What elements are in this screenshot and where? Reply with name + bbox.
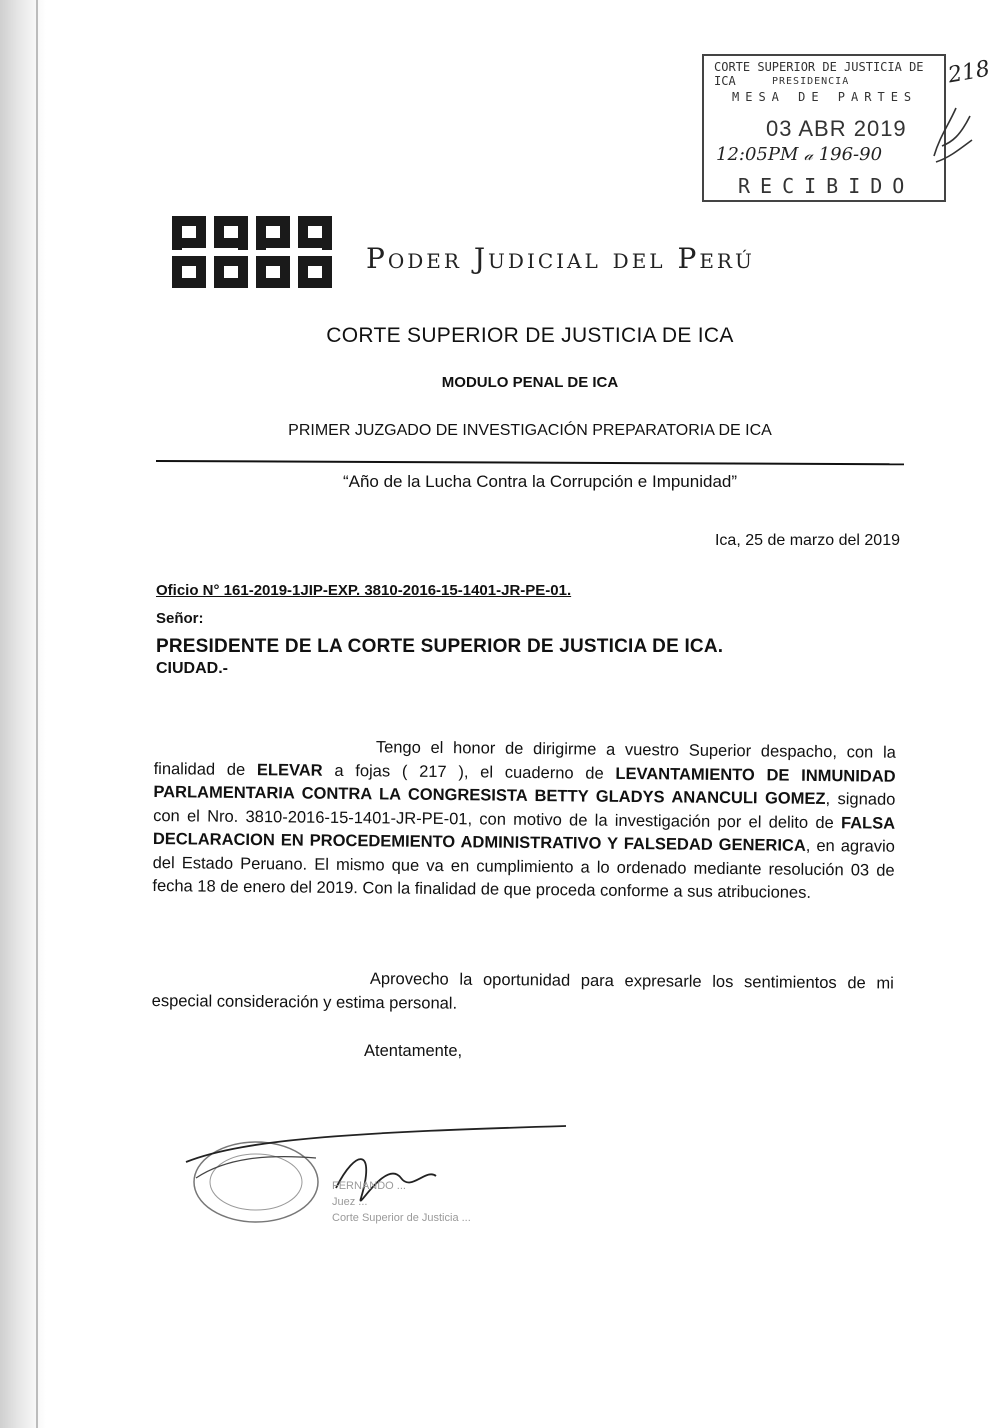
signature-caption: FERNANDO ... Juez ... Corte Superior de Justicia ... [332, 1180, 471, 1224]
scan-edge-shadow [0, 0, 46, 1428]
stamp-date: 03 ABR 2019 [766, 116, 907, 141]
recipient-city: CIUDAD.- [156, 660, 228, 677]
stamp-office: PRESIDENCIA [772, 76, 850, 87]
stamp-page-number: 218 [946, 56, 992, 89]
stamp-court: CORTE SUPERIOR DE JUSTICIA DE ICA [714, 60, 924, 88]
letter-body-paragraph-2: Aprovecho la oportunidad para expresarle los sentimientos de mi especial consideración y estima personal. [151, 969, 894, 1013]
court-unit-title: PRIMER JUZGADO DE INVESTIGACIÓN PREPARATORIA DE ICA [288, 422, 772, 439]
poder-judicial-logo-icon [172, 216, 332, 288]
stamp-handwritten-time: 12:05PM 𝒶 196-90 [716, 144, 883, 165]
letter-body-paragraph-1: Tengo el honor de dirigirme a vuestro Superior despacho, con la finalidad de ELEVAR a fojas ( 217 ), el cuaderno de LEVANTAMIENTO DE INMUNIDAD PARLAMENTARIA CONTRA LA CONGRESISTA BETTY GLADYS ANANCULI GOMEZ, signado con el Nro. 3810-2016-15-1401-JR-PE-01, con motivo de la investigación por el delito de FALSA DECLARACION EN PROCEDEMIENTO ADMINISTRATIVO Y FALSEDAD GENERICA, en agravio del Estado Peruano. El mismo que va en cumplimiento a lo ordenado mediante resolución 03 de fecha 18 de enero del 2019. Con la finalidad de que proceda conforme a sus atribuciones. [152, 738, 896, 902]
module-title: MODULO PENAL DE ICA [441, 374, 619, 391]
closing: Atentamente, [364, 1042, 463, 1060]
place-date: Ica, 25 de marzo del 2019 [714, 532, 900, 549]
institution-name: Poder Judicial del Perú [366, 242, 755, 275]
header-divider [156, 460, 904, 465]
recipient: PRESIDENTE DE LA CORTE SUPERIOR DE JUSTICIA DE ICA. [156, 636, 724, 657]
salutation: Señor: [156, 610, 204, 627]
court-title: CORTE SUPERIOR DE JUSTICIA DE ICA [326, 324, 734, 347]
stamp-desk: MESA DE PARTES [732, 90, 918, 104]
handwritten-scribble-icon [926, 96, 976, 166]
oficio-reference: Oficio N° 161-2019-1JIP-EXP. 3810-2016-15-1401-JR-PE-01. [156, 582, 572, 599]
year-motto: “Año de la Lucha Contra la Corrupción e Impunidad” [342, 472, 738, 491]
stamp-received: RECIBIDO [738, 174, 915, 198]
reception-stamp [702, 54, 946, 202]
